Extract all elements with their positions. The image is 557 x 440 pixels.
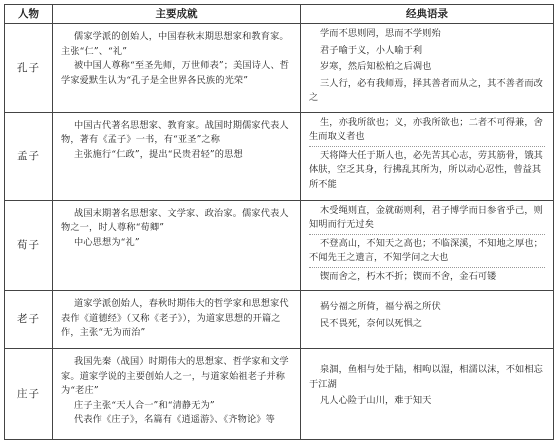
achievements-cell xyxy=(53,112,301,200)
achievement-text: 儒家学派的创始人，中国春秋末期思想家和教育家。主张“仁”、“礼” xyxy=(61,31,289,57)
quote-text: 锲而舍之，朽木不折；锲而不舍，金石可镂 xyxy=(320,270,497,282)
person-name: 老子 xyxy=(5,291,53,349)
achievement-text: 中国古代著名思想家、教育家。战国时期儒家代表人物，著有《孟子》一书，有“亚圣”之称 xyxy=(61,119,289,145)
quotes-cell xyxy=(301,200,554,291)
achievement-text: 被中国人尊称“至圣先师，万世师表”；美国诗人、哲学家爱默生认为“孔子是全世界各民族的光荣” xyxy=(61,60,290,86)
quote-text: 凡人心险于山川，难于知天 xyxy=(320,395,432,406)
quote-text: 泉涸，鱼相与处于陆，相呴以湿，相濡以沫，不如相忘于江湖 xyxy=(309,364,543,390)
quote-text: 木受绳则直，金就砺则利，君子博学而日参省乎己，则知明而行无过矣 xyxy=(309,204,545,235)
header-quotes: 经典语录 xyxy=(301,5,554,24)
quote-text: 生，亦我所欲也；义，亦我所欲也；二者不可得兼，舍生而取义者也 xyxy=(309,116,545,147)
achievement-text: 庄子主张“天人合一”和“清静无为” xyxy=(74,399,215,411)
achievements-cell xyxy=(53,24,301,113)
achievement-text: 我国先秦（战国）时期伟大的思想家、哲学家和文学家。道家学说的主要创始人之一，与道家始祖老子并称为“老庄” xyxy=(61,356,289,396)
achievement-text: 代表作《庄子》，名篇有《逍遥游》、《齐物论》等 xyxy=(74,414,275,425)
achievement-text: 道家学派创始人，春秋时期伟大的哲学家和思想家代表作《道德经》（又称《老子》），为道家思想的开篇之作，主张“无为而治” xyxy=(61,298,289,338)
achievement-text: 主张施行“仁政”，提出“民贵君轻”的思想 xyxy=(74,148,243,160)
achievements-cell xyxy=(53,291,301,349)
achievement-text: 战国末期著名思想家、文学家、政治家。儒家代表人物之一，时人尊称“荀卿” xyxy=(61,207,289,233)
table-row xyxy=(5,112,554,200)
person-name: 荀子 xyxy=(5,200,53,291)
achievements-cell xyxy=(53,200,301,291)
philosophers-table xyxy=(4,4,554,440)
header-row xyxy=(5,5,554,24)
quote-text: 君子喻于义，小人喻于利 xyxy=(320,44,423,56)
quotes-cell xyxy=(301,112,554,200)
quote-text: 岁寒，然后知松柏之后凋也 xyxy=(320,61,432,72)
person-name: 庄子 xyxy=(5,349,53,440)
achievements-cell xyxy=(53,349,301,440)
header-achievements: 主要成就 xyxy=(53,5,301,24)
quotes-cell xyxy=(301,291,554,349)
quote-text: 民不畏死，奈何以死惧之 xyxy=(320,317,423,329)
quote-text: 不登高山，不知天之高也；不临深溪，不知地之厚也；不闻先王之遗言，不知学问之大也 xyxy=(309,237,545,268)
quotes-cell xyxy=(301,24,554,113)
table-row xyxy=(5,24,554,113)
person-name: 孟子 xyxy=(5,112,53,200)
table-row xyxy=(5,291,554,349)
header-name: 人物 xyxy=(5,5,53,24)
quote-text: 学而不思则罔，思而不学则殆 xyxy=(320,28,441,39)
quotes-cell xyxy=(301,349,554,440)
quote-text: 祸兮福之所倚，福兮祸之所伏 xyxy=(320,301,441,312)
table-row xyxy=(5,349,554,440)
achievement-text: 中心思想为“礼” xyxy=(74,236,140,248)
quote-text: 三人行，必有我师焉，择其善者而从之，其不善者而改之 xyxy=(309,77,543,103)
person-name: 孔子 xyxy=(5,24,53,113)
table-row xyxy=(5,200,554,291)
quote-text: 天将降大任于斯人也，必先苦其心志，劳其筋骨，饿其体肤，空乏其身，行拂乱其所为，所以动心忍性，曾益其所不能 xyxy=(309,149,543,190)
